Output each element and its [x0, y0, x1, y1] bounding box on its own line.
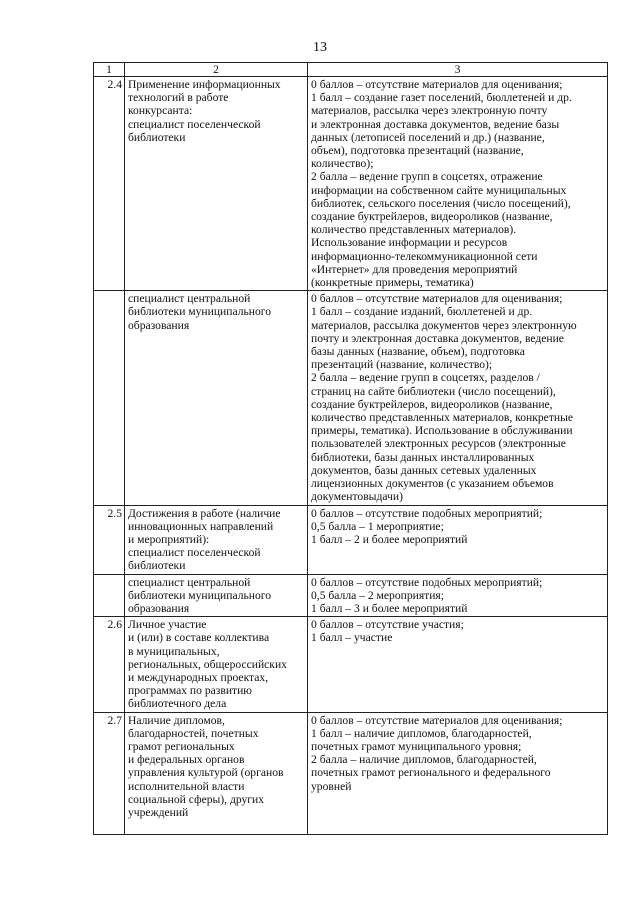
page-number: 13: [313, 40, 327, 55]
scoring-cell: 0 баллов – отсутствие подобных мероприятий; 0,5 балла – 1 мероприятие; 1 балл – 2 и более мероприятий: [308, 505, 608, 574]
scoring-cell: 0 баллов – отсутствие материалов для оценивания; 1 балл – создание газет поселений, бюллетеней и др. материалов, рассылка через электронную почту и электронная доставка документов, ведение базы данных (летописей поселений и др.) (название, объем), подготовка презентаций (название, количество); 2 балла – ведение групп в соцсетях, отражение информации на собственном сайте муниципальных библиотек, сельского поселения (число посещений), создание буктрейлеров, видеороликов (название, количество представленных материалов). Использование информации и ресурсов информационно-телекоммуникационной сети «Интернет» для проведения мероприятий (конкретные примеры, тематика): [308, 77, 608, 291]
row-number: 2.7: [94, 712, 125, 834]
scoring-cell: 0 баллов – отсутствие участия; 1 балл – участие: [308, 617, 608, 712]
scoring-cell: 0 баллов – отсутствие материалов для оценивания; 1 балл – наличие дипломов, благодарностей, почетных грамот муниципального уровня; 2 балла – наличие дипломов, благодарностей, почетных грамот регионального и федерального уровней: [308, 712, 608, 834]
criterion-cell: Достижения в работе (наличие инновационных направлений и мероприятий): специалист поселенческой библиотеки: [125, 505, 308, 574]
row-number: [94, 574, 125, 617]
row-number: 2.6: [94, 617, 125, 712]
criterion-cell: Личное участие и (или) в составе коллектива в муниципальных, региональных, общероссийских и международных проектах, программах по развитию библиотечного дела: [125, 617, 308, 712]
table-row: [94, 291, 608, 505]
criterion-cell: Наличие дипломов, благодарностей, почетных грамот региональных и федеральных органов управления культурой (органов исполнительной власти социальной сферы), других учреждений: [125, 712, 308, 834]
table-row: [94, 617, 608, 712]
criterion-cell: специалист центральной библиотеки муниципального образования: [125, 574, 308, 617]
criteria-table: [93, 62, 608, 835]
column-header: 2: [125, 63, 308, 77]
table-row: [94, 574, 608, 617]
scoring-cell: 0 баллов – отсутствие материалов для оценивания; 1 балл – создание изданий, бюллетеней и др. материалов, рассылка документов через электронную почту и электронная доставка документов, ведение базы данных (название, объем), подготовка презентаций (название, количество); 2 балла – ведение групп в соцсетях, разделов / страниц на сайте библиотеки (число посещений), создание буктрейлеров, видеороликов (название, количество представленных материалов, конкретные примеры, тематика). Использование в обслуживании пользователей электронных ресурсов (электронные библиотеки, базы данных инсталлированных документов, базы данных сетевых удаленных лицензионных документов (с указанием объемов документовыдачи): [308, 291, 608, 505]
table-row: [94, 505, 608, 574]
column-header: 1: [94, 63, 125, 77]
table-header-row: [94, 63, 608, 77]
criterion-cell: специалист центральной библиотеки муниципального образования: [125, 291, 308, 505]
scoring-cell: 0 баллов – отсутствие подобных мероприятий; 0,5 балла – 2 мероприятия; 1 балл – 3 и более мероприятий: [308, 574, 608, 617]
row-number: 2.5: [94, 505, 125, 574]
table-row: [94, 77, 608, 291]
row-number: [94, 291, 125, 505]
column-header: 3: [308, 63, 608, 77]
criterion-cell: Применение информационных технологий в работе конкурсанта: специалист поселенческой библиотеки: [125, 77, 308, 291]
table-row: [94, 712, 608, 834]
row-number: 2.4: [94, 77, 125, 291]
